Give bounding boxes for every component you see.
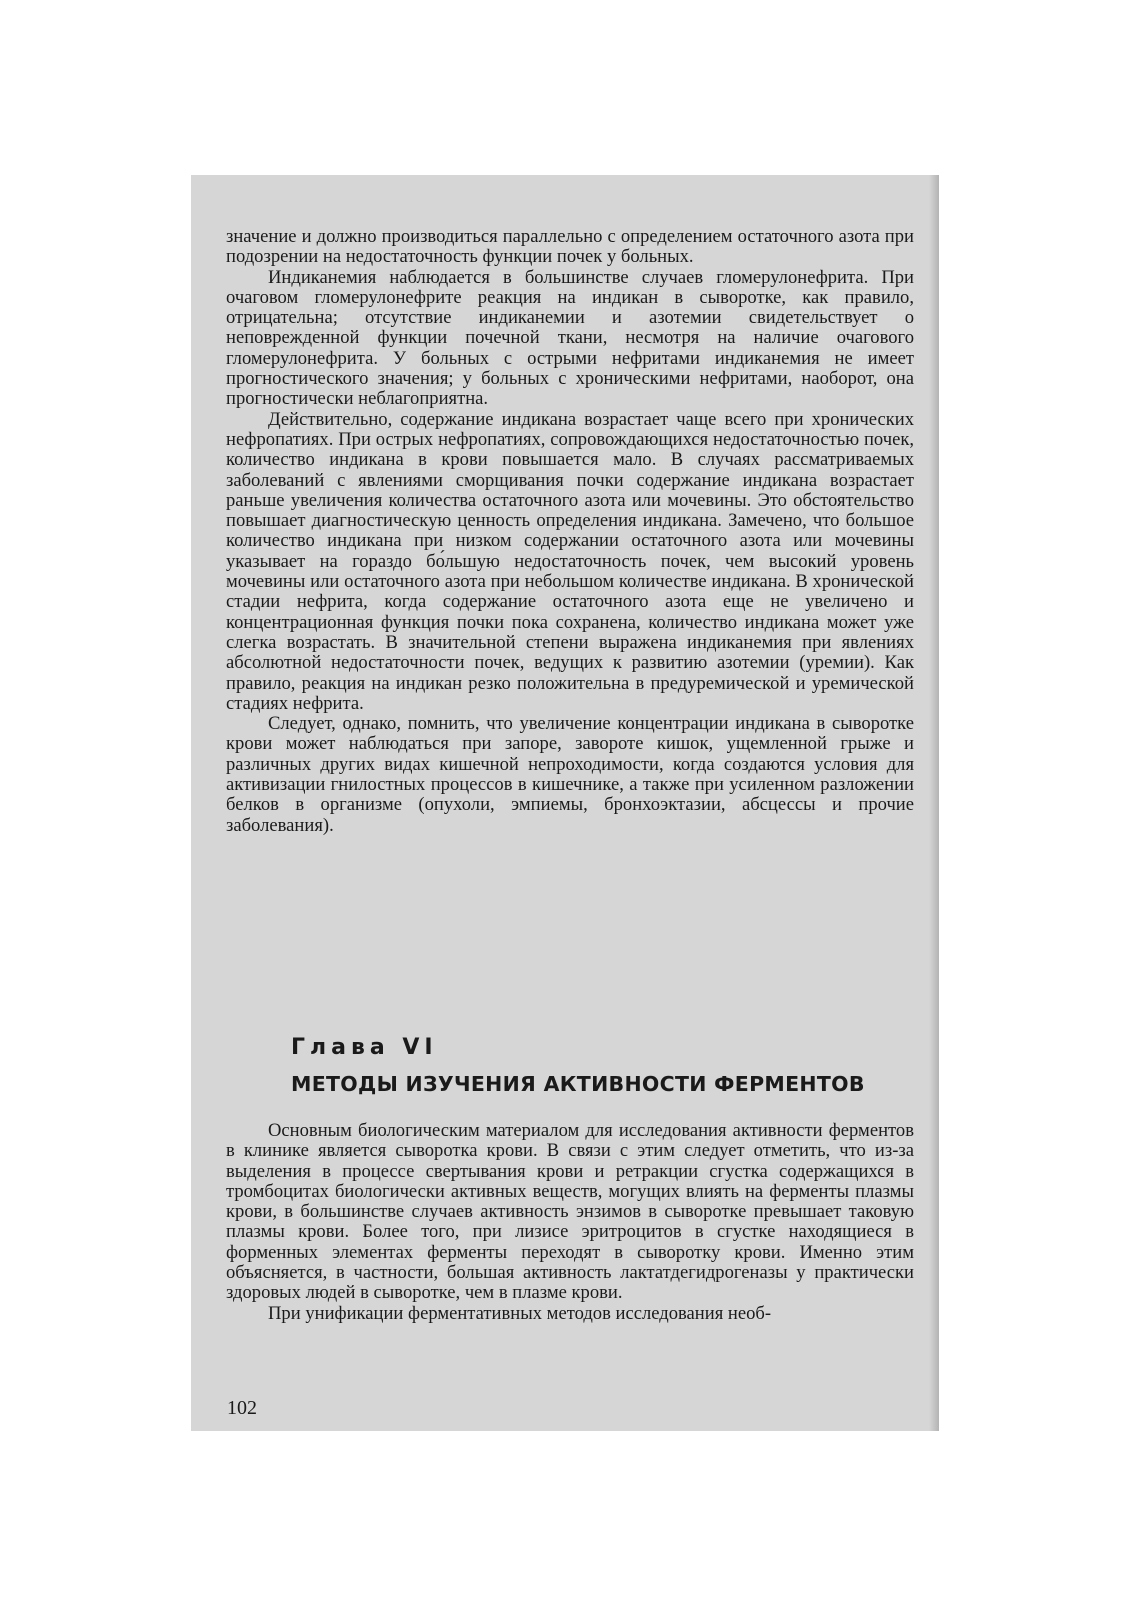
chapter-title: МЕТОДЫ ИЗУЧЕНИЯ АКТИВНОСТИ ФЕРМЕНТОВ bbox=[291, 1072, 865, 1096]
text-block-top bbox=[226, 227, 914, 836]
book-page bbox=[191, 175, 939, 1431]
paragraph: Действительно, содержание индикана возрастает чаще всего при хронических нефропатиях. При острых нефропатиях, сопровождающихся недостаточностью почек, количество индикана в крови повышается мало. В случаях рассматриваемых заболеваний с явлениями сморщивания почки содержание индикана возрастает раньше увеличения количества остаточного азота или мочевины. Это обстоятельство повышает диагностическую ценность определения индикана. Замечено, что большое количество индикана при низком содержании остаточного азота или мочевины указывает на гораздо бо́льшую недостаточность почек, чем высокий уровень мочевины или остаточного азота при небольшом количестве индикана. В хронической стадии нефрита, когда содержание остаточного азота еще не увеличено и концентрационная функция почки пока сохранена, количество индикана может уже слегка возрастать. В значительной степени выражена индиканемия при явлениях абсолютной недостаточности почек, ведущих к развитию азотемии (уремии). Как правило, реакция на индикан резко положительна в предуремической и уремической стадиях нефрита. bbox=[226, 408, 914, 714]
page-number: 102 bbox=[227, 1397, 257, 1419]
paragraph: Индиканемия наблюдается в большинстве случаев гломерулонефрита. При очаговом гломерулонефрите реакция на индикан в сыворотке, как правило, отрицательна; отсутствие индиканемии и азотемии свидетельствует о неповрежденной функции почечной ткани, несмотря на наличие очагового гломерулонефрита. У больных с острыми нефритами индиканемия не имеет прогностического значения; у больных с хроническими нефритами, наоборот, она прогностически неблагоприятна. bbox=[226, 266, 914, 410]
paragraph: Следует, однако, помнить, что увеличение концентрации индикана в сыворотке крови может наблюдаться при запоре, завороте кишок, ущемленной грыже и различных других видах кишечной непроходимости, когда создаются условия для активизации гнилостных процессов в кишечнике, а также при усиленном разложении белков в организме (опухоли, эмпиемы, бронхоэктазии, абсцессы и прочие заболевания). bbox=[226, 713, 914, 836]
chapter-label: Глава VI bbox=[291, 1035, 438, 1060]
text-block-bottom bbox=[226, 1121, 914, 1324]
paragraph: При унификации ферментативных методов исследования необ- bbox=[268, 1302, 772, 1324]
paragraph: Основным биологическим материалом для исследования активности ферментов в клинике является сыворотка крови. В связи с этим следует отметить, что из-за выделения в процессе свертывания крови и ретракции сгустка содержащихся в тромбоцитах биологически активных веществ, могущих влиять на ферменты плазмы крови, в большинстве случаев активность энзимов в сыворотке превышает таковую плазмы крови. Более того, при лизисе эритроцитов в сгустке находящиеся в форменных элементах ферменты переходят в сыворотку крови. Именно этим объясняется, в частности, большая активность лактатдегидрогеназы у практически здоровых людей в сыворотке, чем в плазме крови. bbox=[226, 1120, 914, 1304]
paragraph: значение и должно производиться параллельно с определением остаточного азота при подозрении на недостаточность функции почек у больных. bbox=[226, 226, 914, 268]
